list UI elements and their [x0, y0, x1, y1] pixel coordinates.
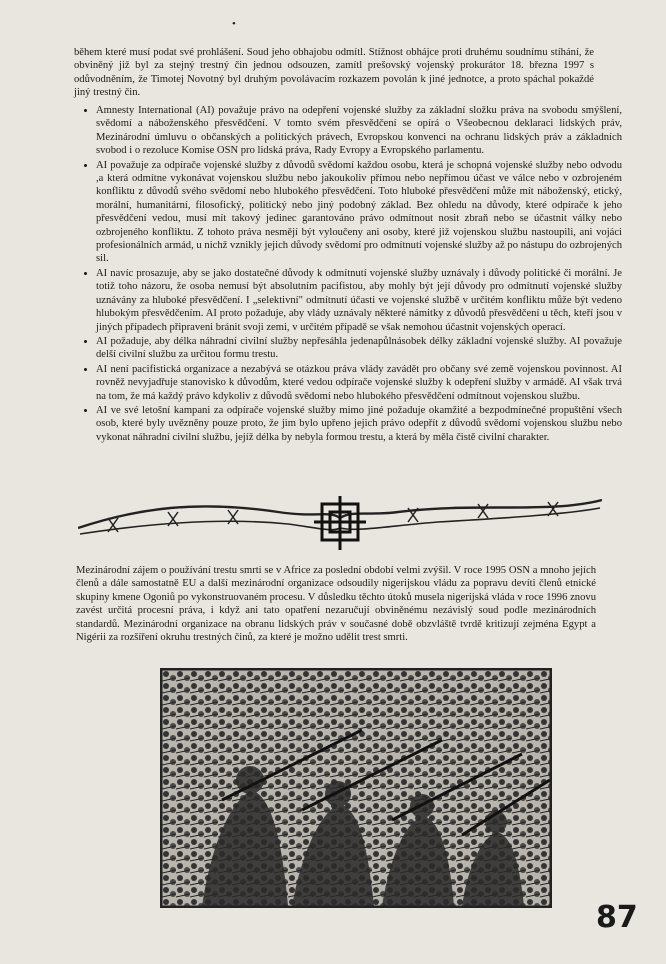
barbed-wire-divider: [78, 488, 602, 558]
bullet-item: • AI není pacifistická organizace a nezabývá se otázkou práva vlády zavádět pro občany své země vojenskou povinnost. AI rovněž nevyjadřuje stanovisko k důvodům, které vedou odpírače vojenské služby k odepření služby v armádě. AI však trvá na tom, že má každý právo kdykoliv z důvodů svědomí nebo hlubokého přesvědčení odmítnout vojenskou službu.: [96, 363, 622, 403]
bullet-item: • AI ve své letošní kampani za odpírače vojenské služby mimo jiné požaduje okamžité a bezpodmínečné propuštění všech osob, které byly uvězněny pouze proto, že jim bylo upřeno jejich právo odepřít z důvodů svědomí vojenskou službu nebo vykonat náhradní civilní službu, jejíž délka by nebyla formou trestu, a která by měla čistě civilní charakter.: [96, 404, 622, 444]
bullet-item: • AI požaduje, aby délka náhradní civilní služby nepřesáhla jedenapůlnásobek délky základní vojenské služby. AI považuje delší civilní službu za určitou formu trestu.: [96, 335, 622, 362]
soldiers-illustration: [160, 668, 552, 908]
bullet-list: [74, 104, 622, 445]
intro-paragraph: během které musí podat své prohlášení. Soud jeho obhajobu odmítl. Stížnost obhájce proti druhému soudnímu stíhání, že obviněný již byl za stejný trestný čin jednou odsouzen, zamítl prešovský vojenský prokurátor 18. března 1997 s odůvodněním, že Timotej Novotný byl druhým povolávacím rozkazem povolán k jiné jednotce, a proto spáchal pokaždé jiný trestný čin.: [74, 47, 594, 99]
death-penalty-paragraph: Mezinárodní zájem o používání trestu smrti se v Africe za poslední období velmi zvýšil. V roce 1995 OSN a mnoho jejích členů a dále samostatně EU a další mezinárodní organizace odsoudily nigerijskou vládu za popravu devíti členů etnické skupiny kmene Ogoniů po vykonstruovaném procesu. V důsledku těchto útoků musela nigerijská vláda v roce 1996 znovu zavést určitá procesní práva, i když ani tato opatření nezaručují obviněnému nezávislý soud podle mezinárodních standardů. Mezinárodní organizace na obranu lidských práv v současné době obzvláště tvrdě kritizují zejména Egypt a Nigérii za rozšíření okruhu trestných činů, za které je možno udělit trest smrti.: [76, 565, 596, 644]
bullet-item: • AI navíc prosazuje, aby se jako dostatečné důvody k odmítnutí vojenské služby uznávaly i důvody politické či morální. Je totiž toho názoru, že osoba nemusí být absolutním pacifistou, aby mohly být její důvody pro odmítnutí vojenské služby uznávány za hluboké přesvědčení. I „selektivní" odmítnutí účasti ve vojenské službě v určitém konfliktu může být vedeno hlubokým přesvědčením. AI proto požaduje, aby vlády uznávaly některé námitky z důvodů přesvědčení u těch, kteří jsou v jiných případech připraveni bránit svoji zemi, v určitém případě se však nemohou účastnit vojenských operací.: [96, 267, 622, 334]
top-mark: •: [232, 18, 236, 30]
knot-emblem: [314, 496, 366, 550]
page-number: 87: [596, 900, 638, 935]
bullet-item: • AI považuje za odpírače vojenské služby z důvodů svědomí každou osobu, která je schopná vojenské služby nebo odvodu ,a která odmítne vykonávat vojenskou službu nebo jakoukoliv přímou nebo nepřímou účast ve válce nebo v ozbrojeném konfliktu z důvodů svého svědomí nebo hlubokého přesvědčení. Toto hluboké přesvědčení může mít náboženský, etický, morální, humanitární, filosofický, politický nebo jiný podobný základ. Bez ohledu na důvody, které odpírače k jeho přesvědčení vedou, musí mít takový jedinec garantováno právo odmítnout nosit zbraň nebo se účastnit války nebo ozbrojeného konfliktu. Z tohoto práva nesmějí být vyloučeny ani osoby, které již vojenskou službu nastoupili, ani vojáci profesionálních armád, u nichž vznikly jejich důvody svědomí pro odmítnutí vojenské služby až po nástupu do ozbrojených sil.: [96, 159, 622, 266]
bullet-item: • Amnesty International (AI) považuje právo na odepření vojenské služby za základní složku práva na svobodu smýšlení, svědomí a náboženského přesvědčení. V tomto svém přesvědčení se opírá o Všeobecnou deklaraci lidských práv, Mezinárodní úmluvu o občanských a politických právech, Evropskou konvenci na ochranu lidských práv a základních svobod i o rezoluce Komise OSN pro lidská práva, Rady Evropy a Evropského parlamentu.: [96, 104, 622, 158]
